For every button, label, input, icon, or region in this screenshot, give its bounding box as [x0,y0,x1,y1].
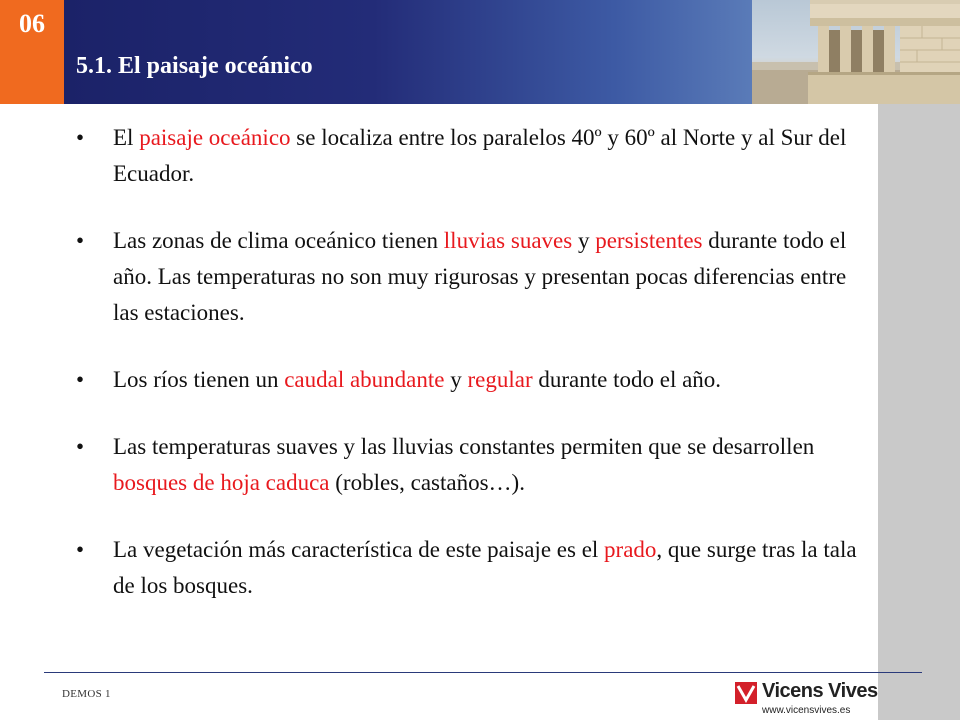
bullet-text: Las zonas de clima oceánico tienen [113,228,444,253]
highlighted-term: paisaje oceánico [139,125,291,150]
section-title: 5.1. El paisaje oceánico [76,53,313,79]
brand-url: www.vicensvives.es [762,705,851,716]
highlighted-term: prado [604,537,657,562]
bullet-text: El [113,125,140,150]
bullet-dot: • [76,228,85,253]
highlighted-term: lluvias suaves [443,228,573,253]
bullet-text: durante todo el año. Las temperaturas no son muy rigurosas y presentan pocas diferencias entre las estaciones. [113,228,847,325]
bullet-dot: • [76,125,85,150]
bullet-text: (robles, castaños…). [329,470,525,495]
bullet-list [76,120,876,635]
brand-name: Vicens Vives [762,680,878,702]
footer-divider [44,672,922,673]
bullet-text: , que surge tras la tala de los bosques. [113,537,857,598]
bullet-item [76,429,876,501]
bullet-dot: • [76,367,85,392]
vicens-vives-logo-icon [735,682,757,704]
header-photo [752,0,960,104]
highlighted-term: regular [467,367,533,392]
bullet-dot: • [76,434,85,459]
acropolis-photo-icon [752,0,960,104]
bullet-item [76,120,876,192]
chapter-tab [0,0,64,104]
bullet-text: y [572,228,596,253]
bullet-dot: • [76,537,85,562]
bullet-text: Los ríos tienen un [113,367,285,392]
bullet-text: durante todo el año. [532,367,722,392]
side-panel [878,104,960,720]
highlighted-term: bosques de hoja caduca [113,470,330,495]
highlighted-term: persistentes [595,228,703,253]
bullet-text: se localiza entre los paralelos 40º y 60º al Norte y al Sur del Ecuador. [113,125,847,186]
bullet-text: y [444,367,468,392]
brand-logo [735,680,878,718]
bullet-item [76,362,876,398]
bullet-text: La vegetación más característica de este paisaje es el [113,537,605,562]
bullet-item [76,532,876,604]
footer-label: DEMOS 1 [62,688,111,700]
highlighted-term: caudal abundante [284,367,445,392]
bullet-text: Las temperaturas suaves y las lluvias constantes permiten que se desarrollen [113,434,815,459]
bullet-item [76,223,876,331]
chapter-number: 06 [19,9,45,38]
